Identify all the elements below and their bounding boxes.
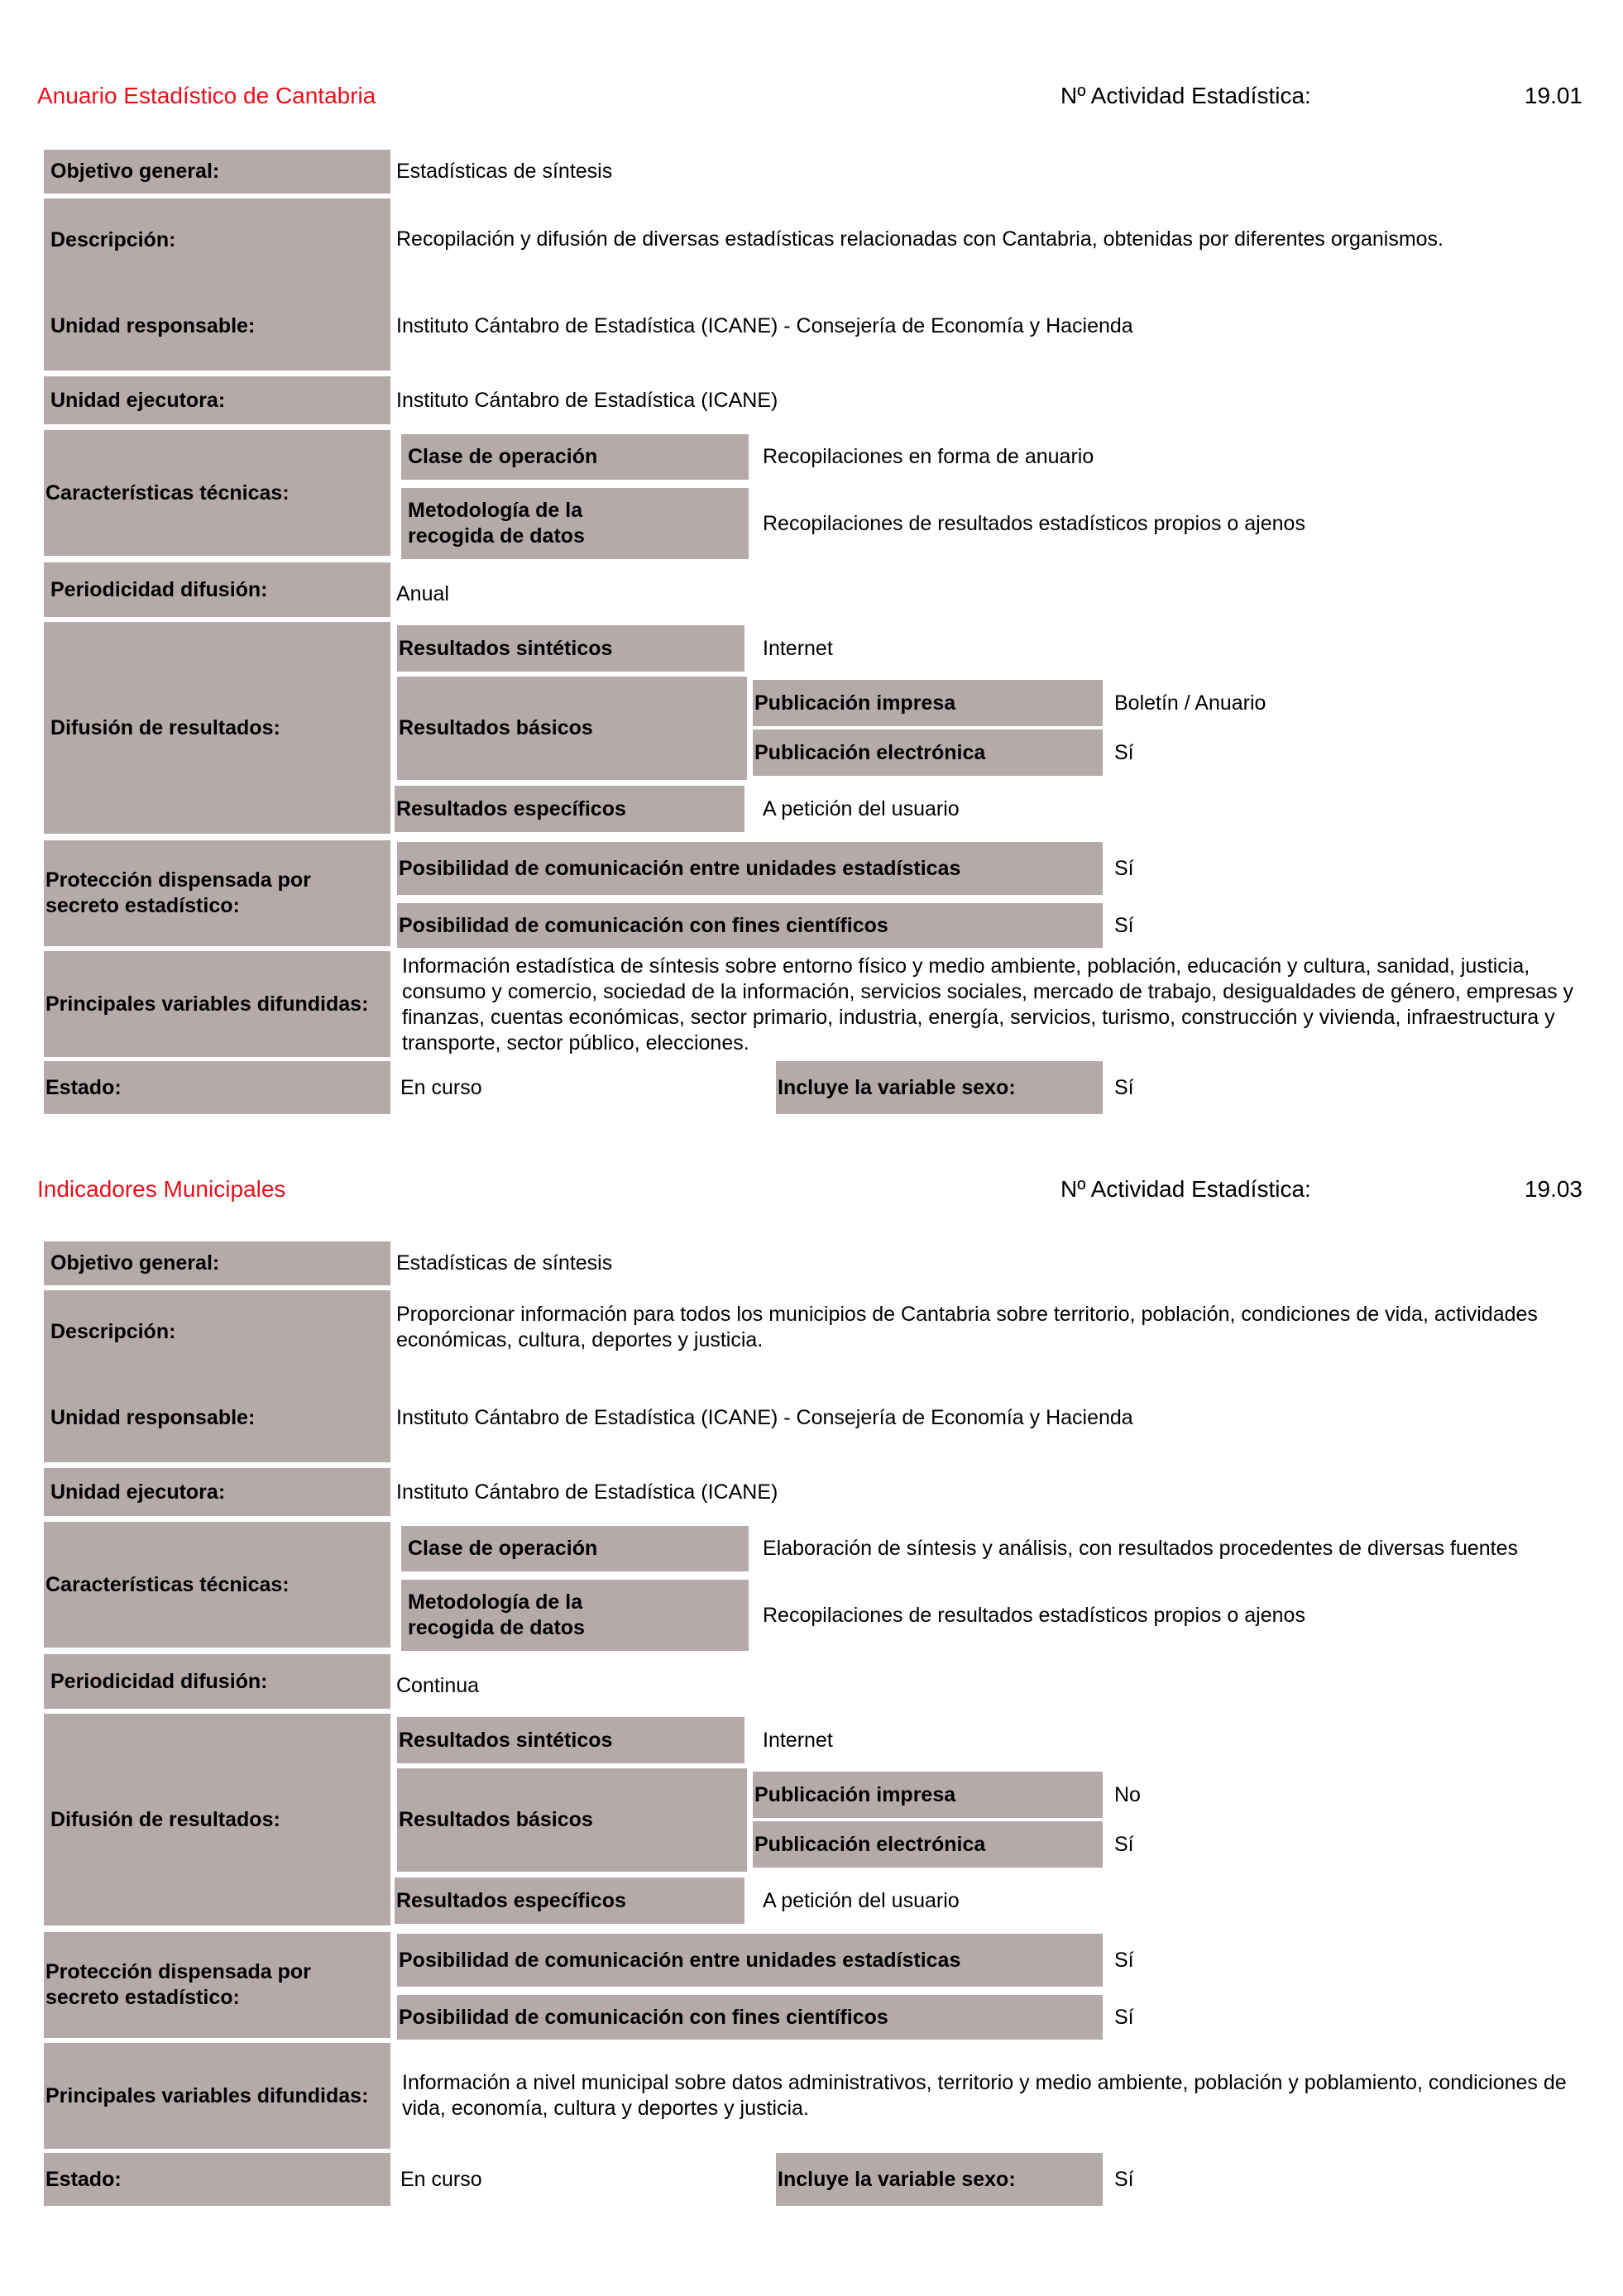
publicacion-electronica-label: Publicación electrónica [753,729,1103,776]
difusion-label: Difusión de resultados: [44,622,390,834]
publicacion-electronica-value: Sí [1114,740,1134,764]
resultados-sinteticos-value: Internet [763,636,833,660]
objetivo-label: Objetivo general: [44,1241,390,1285]
resultados-basicos-label: Resultados básicos [397,677,747,780]
variable-sexo-value: Sí [1114,2167,1134,2191]
variables-label: Principales variables difundidas: [44,2043,390,2149]
caracteristicas-label: Características técnicas: [44,1522,390,1648]
activity-number-label: Nº Actividad Estadística: [1060,1176,1311,1202]
metodologia-value: Recopilaciones de resultados estadísticos propios o ajenos [763,1603,1305,1627]
comunicacion-cientificos-value: Sí [1114,913,1134,937]
variable-sexo-label: Incluye la variable sexo: [776,1061,1103,1114]
comunicacion-cientificos-label: Posibilidad de comunicación con fines científicos [397,903,1103,948]
unidad-ejecutora-label: Unidad ejecutora: [44,376,390,424]
resultados-especificos-label: Resultados específicos [395,786,744,832]
comunicacion-unidades-value: Sí [1114,856,1134,880]
variable-sexo-label: Incluye la variable sexo: [776,2153,1103,2206]
estado-label: Estado: [44,2153,390,2206]
variables-value: Información a nivel municipal sobre datos administrativos, territorio y medio ambiente, población y poblamiento, condiciones de vida, economía, cultura y deportes y justicia. [402,2071,1567,2120]
variable-sexo-value: Sí [1114,1075,1134,1099]
resultados-sinteticos-value: Internet [763,1728,833,1752]
periodicidad-value: Anual [396,581,449,605]
publicacion-electronica-label: Publicación electrónica [753,1821,1103,1868]
periodicidad-label: Periodicidad difusión: [44,1654,390,1709]
unidad-ejecutora-value: Instituto Cántabro de Estadística (ICANE) [396,1480,778,1504]
clase-operacion-label: Clase de operación [401,434,749,480]
unidad-ejecutora-label: Unidad ejecutora: [44,1468,390,1516]
difusion-label: Difusión de resultados: [44,1714,390,1925]
objetivo-value: Estadísticas de síntesis [396,1251,613,1275]
comunicacion-unidades-label: Posibilidad de comunicación entre unidades estadísticas [397,842,1103,895]
resultados-basicos-label: Resultados básicos [397,1768,747,1872]
unidad-responsable-value: Instituto Cántabro de Estadística (ICANE) - Consejería de Economía y Hacienda [396,1405,1133,1429]
descripcion-label: Descripción: [44,199,390,281]
objetivo-value: Estadísticas de síntesis [396,160,613,183]
activity-number-label: Nº Actividad Estadística: [1060,83,1311,108]
publicacion-impresa-label: Publicación impresa [753,680,1103,726]
descripcion-label: Descripción: [44,1290,390,1373]
activity-card-2 [0,1092,1623,2191]
clase-operacion-value: Elaboración de síntesis y análisis, con resultados procedentes de diversas fuentes [763,1537,1519,1560]
descripcion-value: Proporcionar información para todos los municipios de Cantabria sobre territorio, población, condiciones de vida, actividades económicas, cultura, deportes y justicia. [396,1303,1538,1351]
metodologia-value: Recopilaciones de resultados estadísticos propios o ajenos [763,511,1305,535]
resultados-especificos-label: Resultados específicos [395,1877,744,1924]
clase-operacion-value: Recopilaciones en forma de anuario [763,445,1094,468]
activity-number: 19.03 [1524,1176,1582,1202]
unidad-responsable-label: Unidad responsable: [44,1373,390,1462]
proteccion-label: Protección dispensada por secreto estadístico: [44,1932,390,2038]
comunicacion-unidades-label: Posibilidad de comunicación entre unidades estadísticas [397,1934,1103,1987]
variables-label: Principales variables difundidas: [44,951,390,1057]
objetivo-label: Objetivo general: [44,150,390,194]
unidad-ejecutora-value: Instituto Cántabro de Estadística (ICANE) [396,388,778,412]
activity-number: 19.01 [1524,83,1582,108]
comunicacion-cientificos-label: Posibilidad de comunicación con fines científicos [397,1995,1103,2040]
unidad-responsable-value: Instituto Cántabro de Estadística (ICANE) - Consejería de Economía y Hacienda [396,313,1133,337]
caracteristicas-label: Características técnicas: [44,430,390,556]
resultados-especificos-value: A petición del usuario [763,1888,960,1912]
resultados-sinteticos-label: Resultados sintéticos [397,625,744,672]
publicacion-impresa-value: Boletín / Anuario [1114,691,1266,715]
comunicacion-cientificos-value: Sí [1114,2005,1134,2029]
resultados-especificos-value: A petición del usuario [763,796,960,820]
clase-operacion-label: Clase de operación [401,1526,749,1571]
estado-label: Estado: [44,1061,390,1114]
publicacion-impresa-label: Publicación impresa [753,1772,1103,1818]
estado-value: En curso [400,2167,482,2191]
descripcion-value: Recopilación y difusión de diversas estadísticas relacionadas con Cantabria, obtenidas por diferentes organismos. [396,227,1443,251]
periodicidad-value: Continua [396,1673,480,1697]
publicacion-electronica-value: Sí [1114,1832,1134,1856]
unidad-responsable-label: Unidad responsable: [44,281,390,371]
periodicidad-label: Periodicidad difusión: [44,562,390,617]
activity-card-1 [0,0,1623,1099]
variables-value: Información estadística de síntesis sobre entorno físico y medio ambiente, población, educación y cultura, sanidad, justicia, consumo y comercio, sociedad de la información, servicios sociales, mercado de trabajo, desigualdades de género, empresas y finanzas, cuentas económicas, sector primario, industria, energía, servicios, turismo, construcción y vivienda, infraestructura y transporte, sector público, elecciones. [402,954,1574,1055]
activity-title: Indicadores Municipales [37,1176,286,1202]
metodologia-label: Metodología de la recogida de datos [401,488,749,559]
proteccion-label: Protección dispensada por secreto estadístico: [44,840,390,946]
estado-value: En curso [400,1075,482,1099]
publicacion-impresa-value: No [1114,1782,1141,1806]
metodologia-label: Metodología de la recogida de datos [401,1580,749,1651]
activity-title: Anuario Estadístico de Cantabria [37,83,376,108]
resultados-sinteticos-label: Resultados sintéticos [397,1717,744,1763]
comunicacion-unidades-value: Sí [1114,1948,1134,1972]
